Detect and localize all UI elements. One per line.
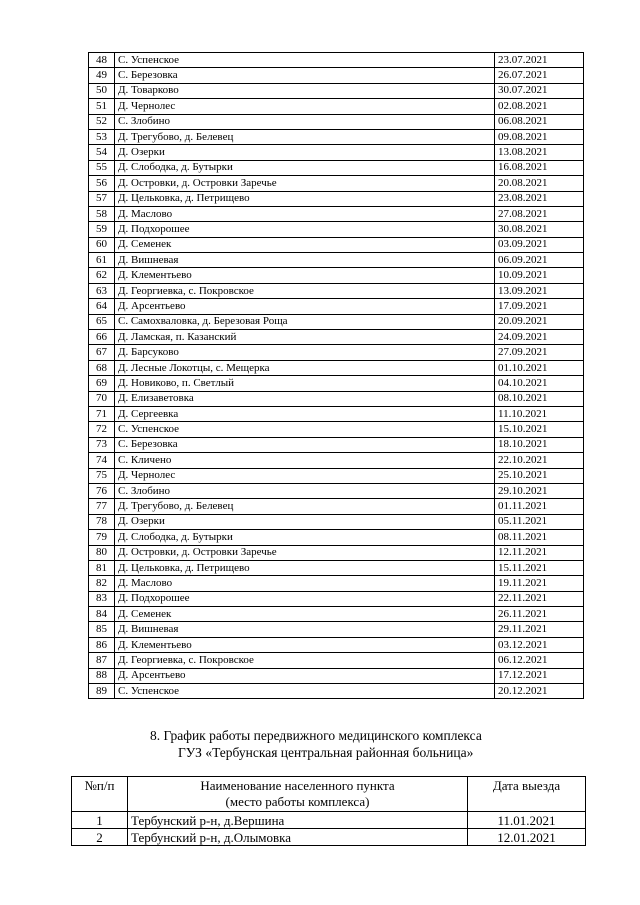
row-place: Д. Ламская, п. Казанский [115,330,495,345]
row-place: Д. Георгиевка, с. Покровское [115,283,495,298]
table-row [89,545,584,560]
row-place: С. Злобино [115,483,495,498]
header-number-label: №п/п [84,778,115,793]
table-row [89,684,584,699]
table-row [89,253,584,268]
row-number: 82 [89,576,115,591]
row-date: 27.08.2021 [495,206,584,221]
row-number: 75 [89,468,115,483]
table-row [89,314,584,329]
row-number: 57 [89,191,115,206]
table-row [89,483,584,498]
row-place: Д. Лесные Локотцы, с. Мещерка [115,360,495,375]
header-place-line1: Наименование населенного пункта [200,778,395,793]
row-number: 79 [89,530,115,545]
row-date: 12.01.2021 [468,829,586,846]
row-date: 17.12.2021 [495,668,584,683]
table-row [89,530,584,545]
table-row [89,83,584,98]
row-number: 50 [89,83,115,98]
row-place: С. Березовка [115,437,495,452]
row-place: С. Кличено [115,453,495,468]
row-date: 20.08.2021 [495,176,584,191]
row-date: 30.08.2021 [495,222,584,237]
row-date: 11.10.2021 [495,406,584,421]
mobile-complex-schedule-table [71,776,586,846]
row-number: 85 [89,622,115,637]
row-number: 65 [89,314,115,329]
row-place: С. Успенское [115,53,495,68]
table-row [89,576,584,591]
row-date: 13.08.2021 [495,145,584,160]
table-row [89,222,584,237]
row-number: 2 [72,829,128,846]
row-date: 06.09.2021 [495,253,584,268]
row-place: Д. Новиково, п. Светлый [115,376,495,391]
row-number: 69 [89,376,115,391]
row-date: 26.07.2021 [495,68,584,83]
row-date: 22.10.2021 [495,453,584,468]
row-place: Д. Трегубово, д. Белевец [115,129,495,144]
row-number: 63 [89,283,115,298]
row-number: 48 [89,53,115,68]
table-row [89,114,584,129]
row-number: 64 [89,299,115,314]
row-place: Д. Слободка, д. Бутырки [115,160,495,175]
row-place: Д. Елизаветовка [115,391,495,406]
table-row [89,499,584,514]
table-row [72,829,586,846]
schedule-table-continued [88,52,584,699]
row-number: 54 [89,145,115,160]
row-number: 58 [89,206,115,221]
row-number: 83 [89,591,115,606]
table-row [89,437,584,452]
header-date [468,777,586,812]
row-place: Тербунский р-н, д.Олымовка [128,829,468,846]
row-place: С. Самохваловка, д. Березовая Роща [115,314,495,329]
row-number: 87 [89,653,115,668]
section-8-title [140,727,570,761]
table-row [89,68,584,83]
row-place: Д. Семенек [115,607,495,622]
row-number: 1 [72,812,128,829]
row-date: 01.11.2021 [495,499,584,514]
row-number: 74 [89,453,115,468]
row-place: Д. Вишневая [115,253,495,268]
row-number: 71 [89,406,115,421]
row-number: 67 [89,345,115,360]
table-row [89,129,584,144]
row-date: 23.08.2021 [495,191,584,206]
table-row [89,622,584,637]
row-date: 20.09.2021 [495,314,584,329]
row-number: 89 [89,684,115,699]
table-row [89,283,584,298]
row-date: 16.08.2021 [495,160,584,175]
row-date: 26.11.2021 [495,607,584,622]
row-date: 23.07.2021 [495,53,584,68]
row-place: Д. Подхорошее [115,591,495,606]
row-place: Д. Товарково [115,83,495,98]
table-row [89,160,584,175]
row-number: 76 [89,483,115,498]
row-number: 73 [89,437,115,452]
table-row [89,206,584,221]
row-number: 84 [89,607,115,622]
header-date-label: Дата выезда [492,778,561,793]
row-date: 30.07.2021 [495,83,584,98]
section-8-title-line1: 8. График работы передвижного медицинского комплекса [150,728,482,743]
table-row [89,637,584,652]
table-row [89,422,584,437]
row-place: Д. Маслово [115,576,495,591]
row-place: Д. Клементьево [115,637,495,652]
row-place: С. Успенское [115,684,495,699]
row-date: 15.11.2021 [495,560,584,575]
table-row [89,268,584,283]
row-place: Д. Арсентьево [115,299,495,314]
row-date: 08.11.2021 [495,530,584,545]
table-row [89,299,584,314]
table-row [89,453,584,468]
row-date: 08.10.2021 [495,391,584,406]
row-place: Д. Трегубово, д. Белевец [115,499,495,514]
row-number: 80 [89,545,115,560]
row-date: 10.09.2021 [495,268,584,283]
row-date: 13.09.2021 [495,283,584,298]
row-place: Д. Георгиевка, с. Покровское [115,653,495,668]
header-number [72,777,128,812]
table-row [89,53,584,68]
row-number: 56 [89,176,115,191]
row-date: 06.08.2021 [495,114,584,129]
row-number: 53 [89,129,115,144]
section-8-title-line2: ГУЗ «Тербунская центральная районная больница» [178,745,474,760]
row-number: 62 [89,268,115,283]
row-date: 02.08.2021 [495,99,584,114]
table-row [89,330,584,345]
row-place: С. Березовка [115,68,495,83]
row-place: Д. Цельковка, д. Петрищево [115,191,495,206]
table-row [89,591,584,606]
row-number: 77 [89,499,115,514]
row-place: Д. Семенек [115,237,495,252]
row-number: 59 [89,222,115,237]
row-number: 86 [89,637,115,652]
table-row [72,812,586,829]
row-number: 66 [89,330,115,345]
table-row [89,176,584,191]
row-date: 20.12.2021 [495,684,584,699]
row-date: 29.10.2021 [495,483,584,498]
row-number: 68 [89,360,115,375]
table-row [89,191,584,206]
table-row [89,560,584,575]
row-place: Д. Вишневая [115,622,495,637]
mobile-complex-table-body [72,812,586,846]
row-date: 19.11.2021 [495,576,584,591]
row-place: Д. Барсуково [115,345,495,360]
row-place: Д. Островки, д. Островки Заречье [115,545,495,560]
row-place: Д. Озерки [115,514,495,529]
table-row [89,406,584,421]
row-number: 61 [89,253,115,268]
table-row [89,99,584,114]
table-row [89,237,584,252]
row-date: 15.10.2021 [495,422,584,437]
header-place-line2: (место работы комплекса) [225,794,370,809]
table-row [89,145,584,160]
header-place [128,777,468,812]
row-number: 51 [89,99,115,114]
table-row [89,668,584,683]
row-date: 25.10.2021 [495,468,584,483]
row-number: 78 [89,514,115,529]
row-date: 12.11.2021 [495,545,584,560]
row-date: 17.09.2021 [495,299,584,314]
row-date: 03.09.2021 [495,237,584,252]
row-place: С. Злобино [115,114,495,129]
row-place: Д. Чернолес [115,99,495,114]
table-row [89,345,584,360]
table-row [89,607,584,622]
row-date: 29.11.2021 [495,622,584,637]
row-number: 55 [89,160,115,175]
row-place: Д. Клементьево [115,268,495,283]
row-date: 06.12.2021 [495,653,584,668]
row-place: Д. Чернолес [115,468,495,483]
table-row [89,391,584,406]
row-date: 05.11.2021 [495,514,584,529]
row-place: Д. Цельковка, д. Петрищево [115,560,495,575]
row-number: 72 [89,422,115,437]
table-row [89,468,584,483]
row-date: 18.10.2021 [495,437,584,452]
row-place: Д. Сергеевка [115,406,495,421]
row-place: С. Успенское [115,422,495,437]
table-row [89,376,584,391]
row-number: 60 [89,237,115,252]
table-row [89,653,584,668]
row-place: Д. Озерки [115,145,495,160]
row-number: 70 [89,391,115,406]
row-date: 03.12.2021 [495,637,584,652]
row-place: Д. Слободка, д. Бутырки [115,530,495,545]
row-number: 49 [89,68,115,83]
row-date: 24.09.2021 [495,330,584,345]
row-place: Д. Подхорошее [115,222,495,237]
row-date: 09.08.2021 [495,129,584,144]
row-number: 81 [89,560,115,575]
row-number: 52 [89,114,115,129]
row-date: 11.01.2021 [468,812,586,829]
row-date: 27.09.2021 [495,345,584,360]
table-header-row [72,777,586,812]
table-row [89,514,584,529]
row-place: Д. Островки, д. Островки Заречье [115,176,495,191]
row-number: 88 [89,668,115,683]
row-date: 01.10.2021 [495,360,584,375]
schedule-table-body [89,53,584,699]
row-place: Д. Маслово [115,206,495,221]
table-row [89,360,584,375]
row-place: Тербунский р-н, д.Вершина [128,812,468,829]
row-place: Д. Арсентьево [115,668,495,683]
row-date: 22.11.2021 [495,591,584,606]
row-date: 04.10.2021 [495,376,584,391]
